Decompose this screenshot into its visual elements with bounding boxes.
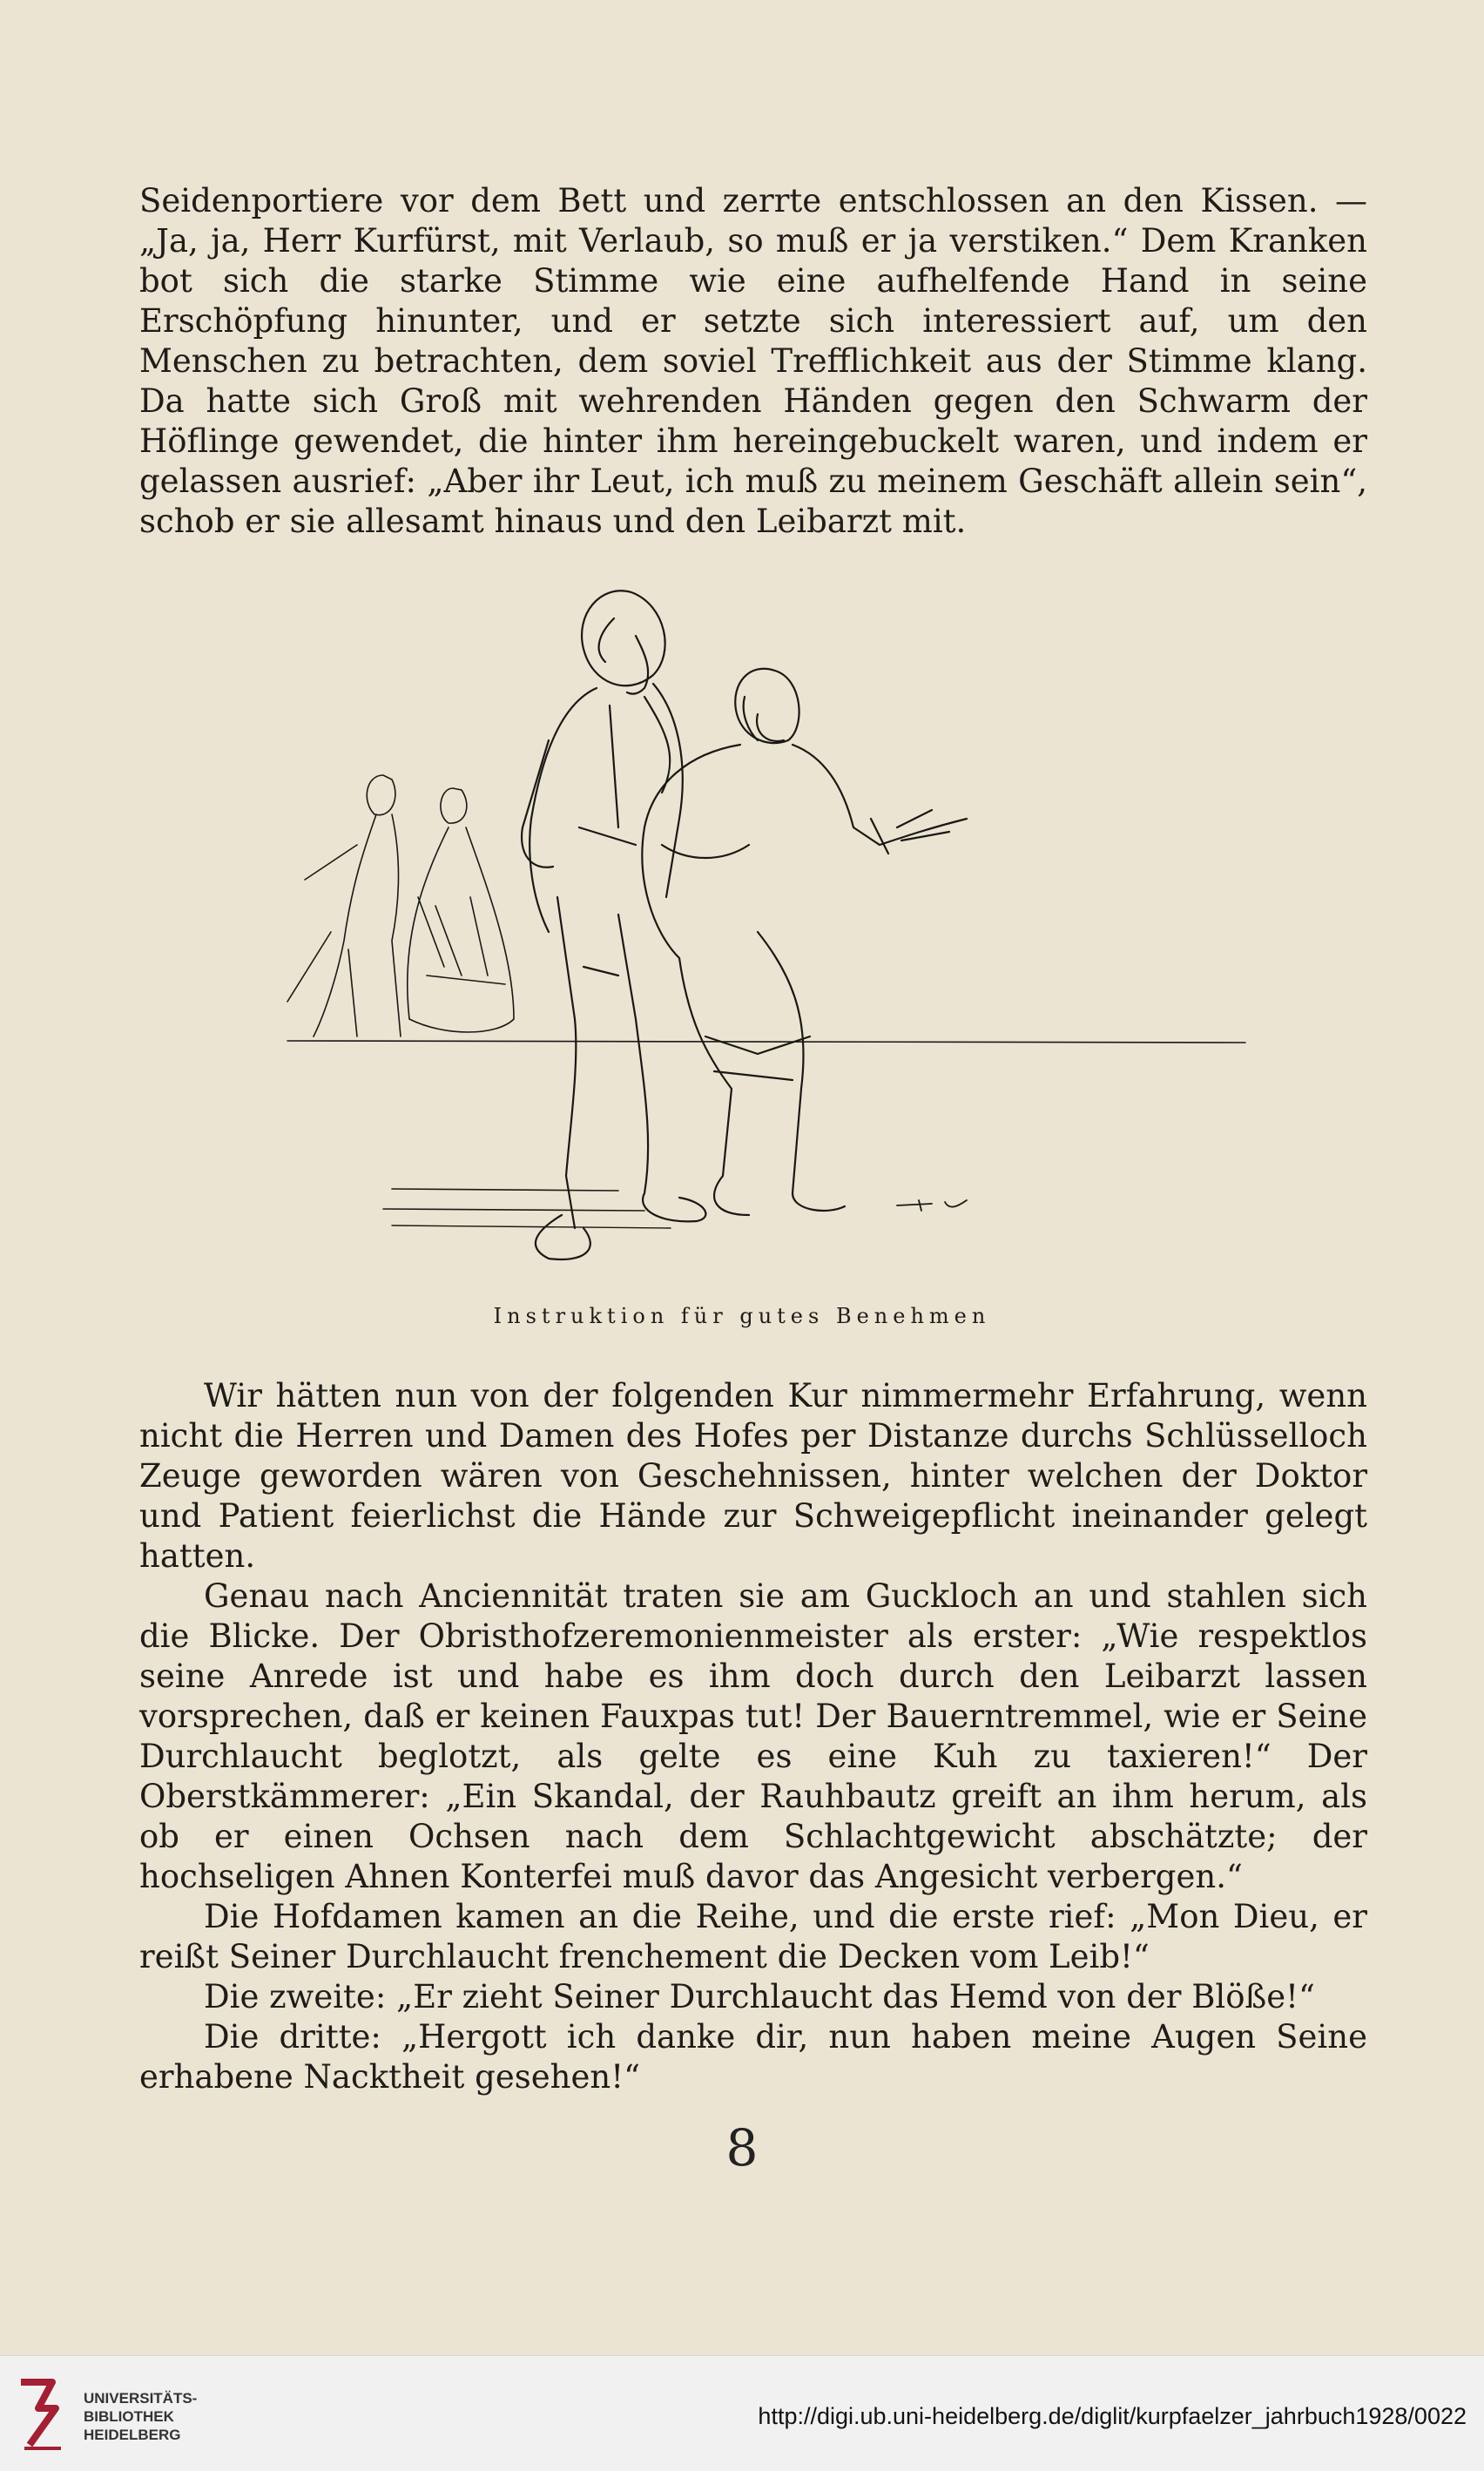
paragraph: Wir hätten nun von der folgenden Kur nimmermehr Erfahrung, wenn nicht die Herren und Damen des Hofes per Distanze durchs Schlüsselloch Zeuge geworden wären von Geschehnissen, hinter welchen der Doktor und Patient feierlichst die Hände zur Schweigepflicht ineinander gelegt hatten. — [139, 1377, 1367, 1575]
paragraph: Die Hofdamen kamen an die Reihe, und die erste rief: „Mon Dieu, er reißt Seiner Durchlaucht frenchement die Decken vom Leib!“ — [139, 1898, 1367, 1975]
text-block-top — [139, 181, 1367, 542]
paragraph: Seidenportiere vor dem Bett und zerrte entschlossen an den Kissen. — „Ja, ja, Herr Kurfürst, mit Verlaub, so muß er ja verstiken.“ Dem Kranken bot sich die starke Stimme wie eine aufhelfende Hand in seine Erschöpfung hinunter, und er setzte sich interessiert auf, um den Menschen zu betrachten, dem soviel Trefflichkeit aus der Stimme klang. Da hatte sich Groß mit wehrenden Händen gegen den Schwarm der Höflinge gewendet, die hinter ihm hereingebuckelt waren, und indem er gelassen ausrief: „Aber ihr Leut, ich muß zu meinem Geschäft allein sein“, schob er sie allesamt hinaus und den Leibarzt mit. — [139, 182, 1367, 540]
paragraph: Genau nach Anciennität traten sie am Guckloch an und stahlen sich die Blicke. Der Obristhofzeremonienmeister als erster: „Wie respektlos seine Anrede ist und habe es ihm doch durch den Leibarzt lassen vorsprechen, daß er keinen Fauxpas tut! Der Bauerntremmel, wie er Seine Durchlaucht beglotzt, als gelte es eine Kuh zu taxieren!“ Der Oberstkämmerer: „Ein Skandal, der Rauhbautz greift an ihm herum, als ob er einen Ochsen nach dem Schlachtgewicht abschätzte; der hochseligen Ahnen Konterfei muß davor das Angesicht verbergen.“ — [139, 1577, 1367, 1895]
text-block-bottom — [139, 1376, 1367, 2097]
illustration-caption: Instruktion für gutes Benehmen — [493, 1304, 991, 1328]
page-number: 8 — [725, 2118, 759, 2177]
permalink-url[interactable]: http://digi.ub.uni-heidelberg.de/diglit/kurpfaelzer_jahrbuch1928/0022 — [758, 2403, 1467, 2429]
library-name: UNIVERSITÄTS- BIBLIOTHEK HEIDELBERG — [84, 2390, 198, 2443]
paragraph: Die dritte: „Hergott ich danke dir, nun haben meine Augen Seine erhabene Nacktheit gesehen!“ — [139, 2018, 1367, 2096]
short-man-figure — [642, 669, 967, 1215]
background-courtiers — [287, 775, 514, 1036]
footer-bar — [0, 2355, 1484, 2471]
library-logo-icon — [12, 2373, 70, 2452]
paragraph: Die zweite: „Er zieht Seiner Durchlaucht das Hemd von der Blöße!“ — [204, 1978, 1315, 2015]
tall-man-figure — [522, 591, 705, 1259]
ink-illustration — [270, 566, 1263, 1289]
